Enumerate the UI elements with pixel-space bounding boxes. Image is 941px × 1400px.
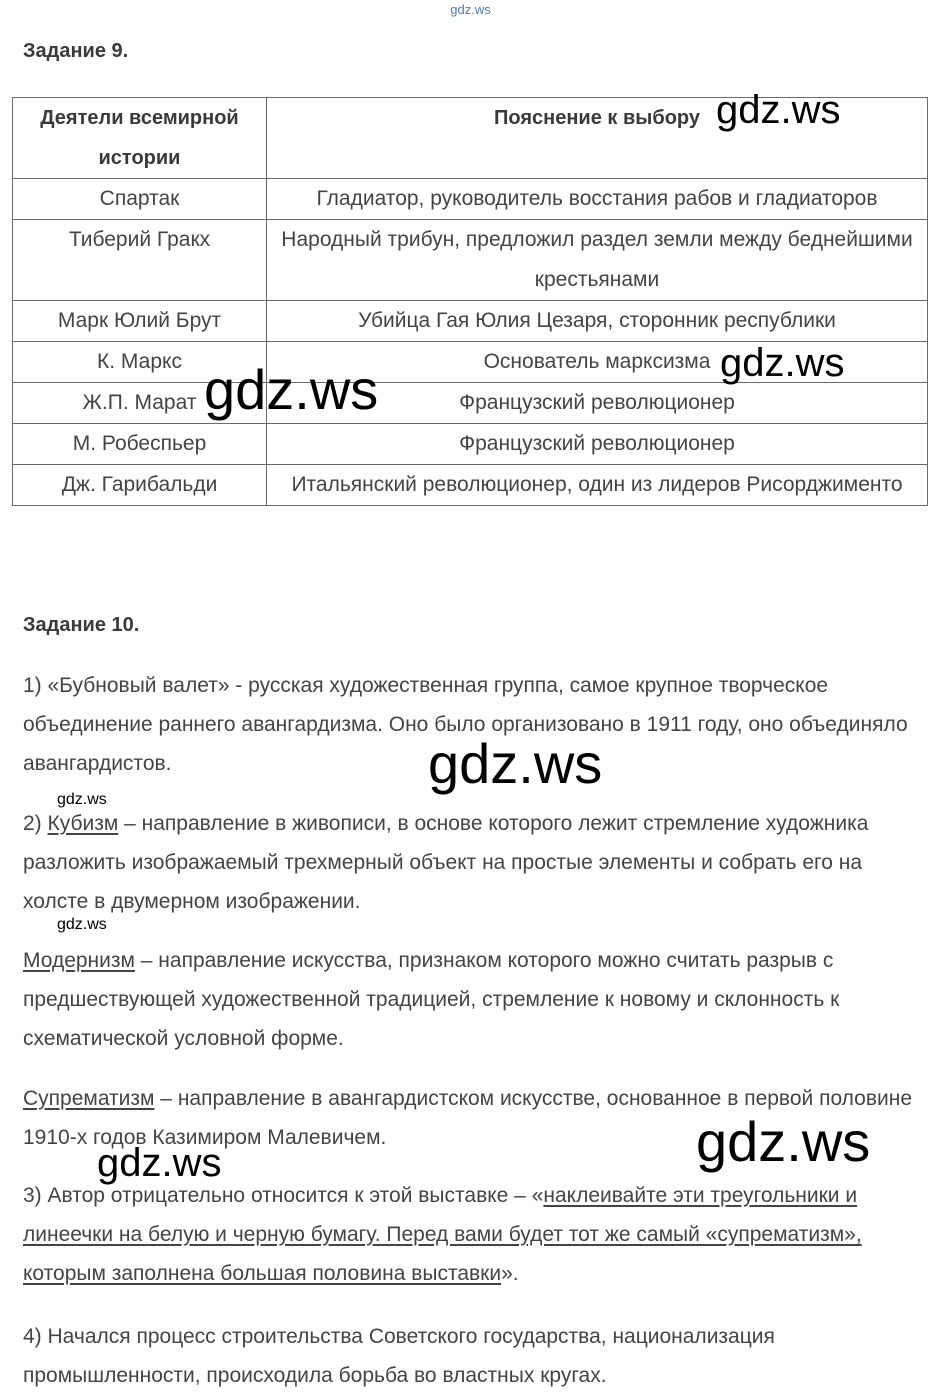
person-cell: К. Маркс: [13, 342, 267, 383]
answer-2-paragraph: [23, 804, 923, 921]
note-cell: Основатель марксизма: [267, 342, 928, 383]
watermark: gdz.ws: [97, 1141, 222, 1185]
watermark: gdz.ws: [720, 341, 845, 385]
note-cell: Итальянский революционер, один из лидеров Рисорджименто: [267, 465, 928, 506]
watermark: gdz.ws: [57, 916, 107, 933]
term-suprematism-definition: – направление в авангардистском искусстве, основанное в первой половине 1910-х годов Казимиром Малевичем.: [23, 1087, 913, 1149]
table-row: [13, 220, 928, 301]
note-cell: Гладиатор, руководитель восстания рабов и гладиаторов: [267, 179, 928, 220]
note-cell: Французский революционер: [267, 383, 928, 424]
header-figures: Деятели всемирной истории: [13, 98, 267, 179]
answer-4-paragraph: 4) Начался процесс строительства Советского государства, национализация промышленности, происходила борьба во властных кругах.: [23, 1325, 775, 1387]
answer-3-quote-end: ».: [501, 1262, 519, 1285]
term-cubism-definition: – направление в живописи, в основе которого лежит стремление художника разложить изображаемый трехмерный объект на простые элементы и собрать его на холсте в двумерном изображении.: [23, 812, 869, 913]
answer-3-paragraph: [23, 1176, 923, 1293]
term-modernism-definition: – направление искусства, признаком которого можно считать разрыв с предшествующей художественной традицией, стремление к новому и склонность к схематической условной форме.: [23, 949, 840, 1050]
answer-1-paragraph: 1) «Бубновый валет» - русская художественная группа, самое крупное творческое объединение раннего авангардизма. Оно было организовано в 1911 году, оно объединяло авангардистов.: [23, 674, 908, 775]
modernism-paragraph: [23, 941, 923, 1058]
source-label: gdz.ws: [450, 2, 491, 17]
person-cell: Спартак: [13, 179, 267, 220]
note-cell: Французский революционер: [267, 424, 928, 465]
note-cell: Убийца Гая Юлия Цезаря, сторонник республики: [267, 301, 928, 342]
watermark: gdz.ws: [696, 1110, 871, 1173]
answer-3-intro: 3) Автор отрицательно относится к этой выставке – «: [23, 1184, 544, 1207]
person-cell: Дж. Гарибальди: [13, 465, 267, 506]
watermark: gdz.ws: [57, 791, 107, 808]
figures-table: [12, 97, 928, 506]
task-10-heading: Задание 10.: [23, 614, 140, 636]
header-explanation: Пояснение к выбору: [267, 98, 928, 179]
person-cell: М. Робеспьер: [13, 424, 267, 465]
table-row: [13, 424, 928, 465]
term-modernism: Модернизм: [23, 949, 135, 972]
task-9-heading: Задание 9.: [23, 40, 129, 62]
term-suprematism: Супрематизм: [23, 1087, 155, 1110]
watermark: gdz.ws: [716, 88, 841, 132]
watermark: gdz.ws: [428, 732, 603, 795]
table-row: [13, 383, 928, 424]
person-cell: Тиберий Гракх: [13, 220, 267, 301]
table-row: [13, 301, 928, 342]
term-cubism: Кубизм: [47, 812, 119, 835]
watermark: gdz.ws: [204, 358, 379, 421]
note-cell: Народный трибун, предложил раздел земли между беднейшими крестьянами: [267, 220, 928, 301]
person-cell: Марк Юлий Брут: [13, 301, 267, 342]
table-row: [13, 179, 928, 220]
answer-3-quote: наклеивайте эти треугольники и линеечки на белую и черную бумагу. Перед вами будет тот же самый «супрематизм», которым заполнена большая половина выставки: [23, 1184, 862, 1285]
person-cell: Ж.П. Марат: [13, 383, 267, 424]
answer-2-number: 2): [23, 812, 48, 835]
table-row: [13, 465, 928, 506]
